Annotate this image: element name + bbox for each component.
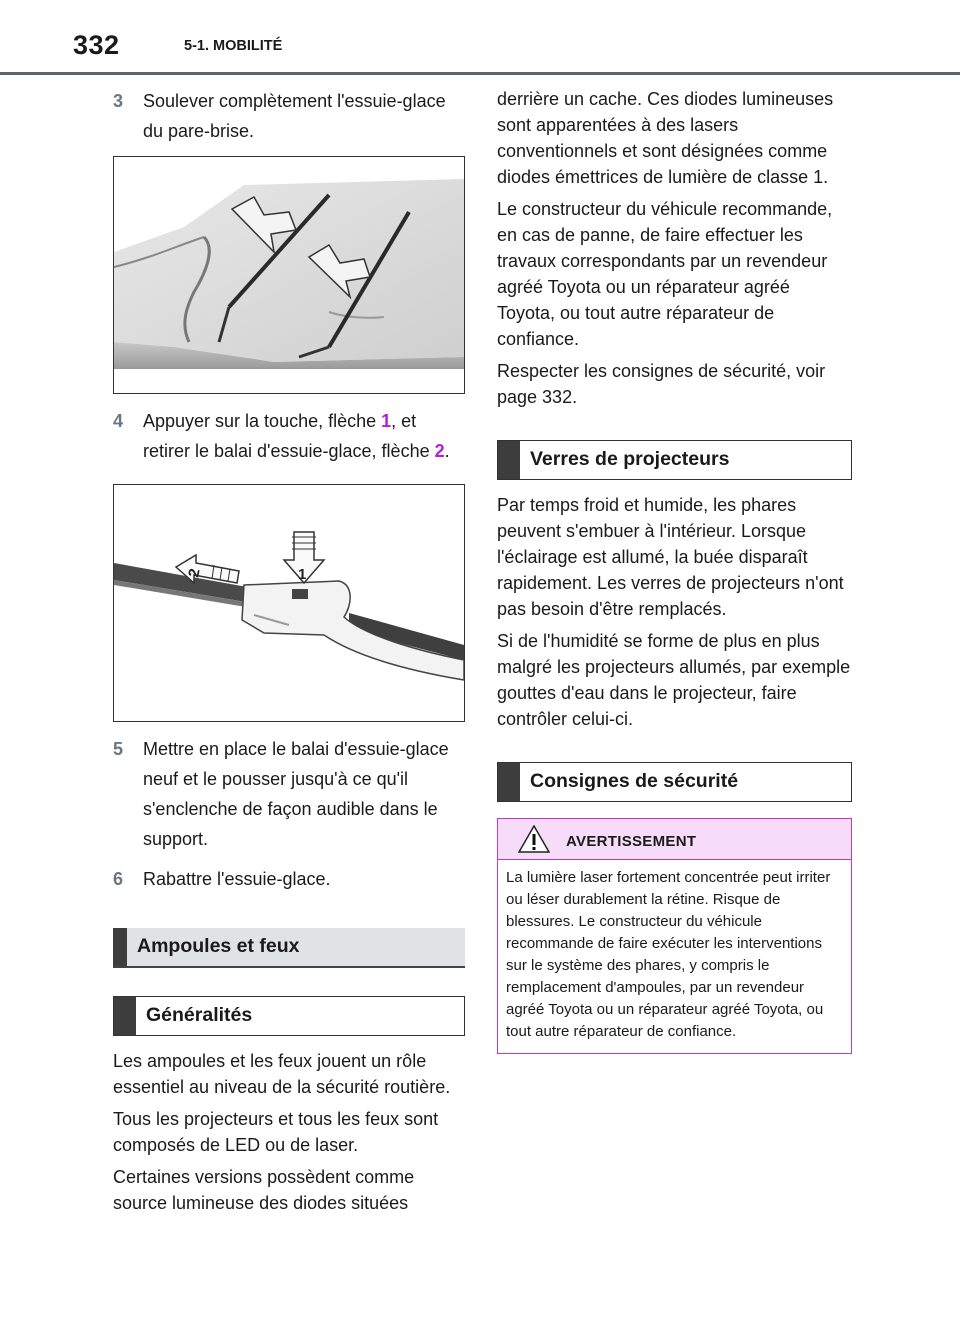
section-title: 5-1. MOBILITÉ xyxy=(184,38,283,54)
step-5 xyxy=(113,734,465,854)
heading-title: Ampoules et feux xyxy=(137,935,300,957)
step-number: 6 xyxy=(113,869,124,889)
heading-ampoules xyxy=(113,928,465,968)
paragraph: Certaines versions possèdent comme source lumineuse des diodes situées xyxy=(113,1167,415,1213)
heading-generalites xyxy=(113,996,465,1036)
paragraph: Par temps froid et humide, les phares peuvent s'embuer à l'intérieur. Lorsque l'éclairage est allumé, la buée disparaît rapidement. Les verres de projecteurs n'ont pas besoin d'être remplacés. xyxy=(497,495,844,619)
arrow-label-1: 1 xyxy=(298,566,307,583)
right-column xyxy=(497,86,852,1054)
step-text: Soulever complètement l'essuie-glace du pare-brise. xyxy=(143,91,446,141)
wiper-blade-illustration xyxy=(114,485,464,721)
warning-text: La lumière laser fortement concentrée peut irriter ou léser durablement la rétine. Risque de blessures. Le constructeur du véhicule recommande de faire exécuter les interventions sur le système des phares, y compris le remplacement d'ampoules, par un revendeur agréé Toyota ou un réparateur agréé Toyota, ou tout autre réparateur de confiance. xyxy=(506,869,831,1040)
warning-label: AVERTISSEMENT xyxy=(566,833,697,850)
page-number: 332 xyxy=(73,30,120,60)
paragraph: derrière un cache. Ces diodes lumineuses sont apparentées à des lasers conventionnels et sont désignées comme diodes émettrices de lumière de classe 1. xyxy=(497,89,834,187)
wiper-raise-figure xyxy=(113,156,465,394)
arrow-label-2: 2 xyxy=(185,567,204,579)
step-text: Appuyer sur la touche, flèche 1, et retirer le balai d'essuie-glace, flèche 2. xyxy=(143,411,450,461)
step-number: 5 xyxy=(113,739,124,759)
heading-title: Verres de projecteurs xyxy=(530,448,730,470)
step-4 xyxy=(113,406,465,466)
wiper-release-figure xyxy=(113,484,465,722)
arrow-ref-2: 2 xyxy=(434,441,445,461)
paragraph: Tous les projecteurs et tous les feux sont composés de LED ou de laser. xyxy=(113,1109,439,1155)
heading-title: Consignes de sécurité xyxy=(530,770,739,792)
warning-triangle-icon xyxy=(518,825,550,853)
heading-verres xyxy=(497,440,852,480)
paragraph: Respecter les consignes de sécurité, voir page 332. xyxy=(497,361,826,407)
step-3 xyxy=(113,86,465,146)
header-rule xyxy=(0,72,960,75)
warning-box xyxy=(497,818,852,1054)
left-column xyxy=(113,86,465,1222)
paragraph: Les ampoules et les feux jouent un rôle essentiel au niveau de la sécurité routière. xyxy=(113,1051,451,1097)
step-number: 4 xyxy=(113,411,124,431)
paragraph: Le constructeur du véhicule recommande, en cas de panne, de faire effectuer les travaux correspondants par un revendeur agréé Toyota ou un réparateur agréé Toyota, ou tout autre réparateur de confiance. xyxy=(497,199,833,349)
warning-header xyxy=(498,819,851,860)
step-6 xyxy=(113,864,465,894)
step-number: 3 xyxy=(113,91,124,111)
heading-consignes xyxy=(497,762,852,802)
arrow-ref-1: 1 xyxy=(381,411,392,431)
heading-title: Généralités xyxy=(146,1004,253,1026)
windshield-illustration xyxy=(114,157,464,393)
paragraph: Si de l'humidité se forme de plus en plus malgré les projecteurs allumés, par exemple gouttes d'eau dans le projecteur, faire contrôler celui-ci. xyxy=(497,631,851,729)
step-text: Mettre en place le balai d'essuie-glace neuf et le pousser jusqu'à ce qu'il s'enclenche de façon audible dans le support. xyxy=(143,739,449,849)
step-text: Rabattre l'essuie-glace. xyxy=(143,869,331,889)
